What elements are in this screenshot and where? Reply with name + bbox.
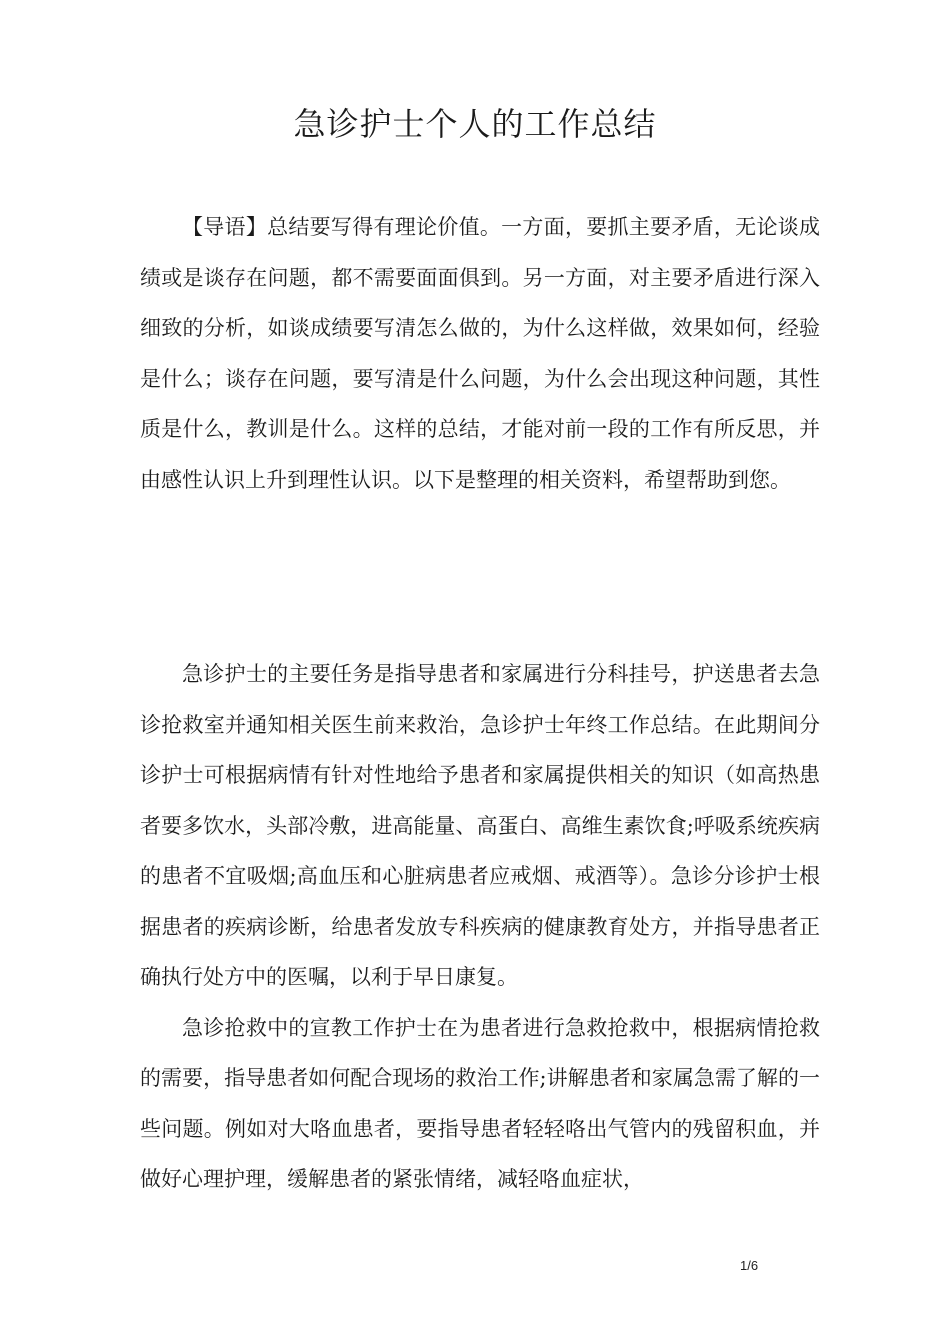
document-title: 急诊护士个人的工作总结 — [293, 105, 657, 143]
body-paragraph-2: 急诊抢救中的宣教工作护士在为患者进行急救抢救中，根据病情抢救的需要，指导患者如何配合现场的救治工作;讲解患者和家属急需了解的一些问题。例如对大咯血患者，要指导患者轻轻咯出气管内的残留积血，并做好心理护理，缓解患者的紧张情绪，减轻咯血症状， — [140, 1015, 820, 1191]
intro-paragraph: 【导语】总结要写得有理论价值。一方面，要抓主要矛盾，无论谈成绩或是谈存在问题，都不需要面面俱到。另一方面，对主要矛盾进行深入细致的分析，如谈成绩要写清怎么做的，为什么这样做，效果如何，经验是什么；谈存在问题，要写清是什么问题，为什么会出现这种问题，其性质是什么，教训是什么。这样的总结，才能对前一段的工作有所反思，并由感性认识上升到理性认识。以下是整理的相关资料，希望帮助到您。 — [140, 215, 820, 492]
page-number: 1/6 — [740, 1258, 759, 1273]
intro-section — [140, 202, 820, 505]
body-section — [140, 649, 820, 1205]
body-paragraph-1: 急诊护士的主要任务是指导患者和家属进行分科挂号，护送患者去急诊抢救室并通知相关医生前来救治，急诊护士年终工作总结。在此期间分诊护士可根据病情有针对性地给予患者和家属提供相关的知识（如高热患者要多饮水，头部冷敷，进高能量、高蛋白、高维生素饮食;呼吸系统疾病的患者不宜吸烟;高血压和心脏病患者应戒烟、戒酒等）。急诊分诊护士根据患者的疾病诊断，给患者发放专科疾病的健康教育处方，并指导患者正确执行处方中的医嘱，以利于早日康复。 — [140, 662, 820, 989]
